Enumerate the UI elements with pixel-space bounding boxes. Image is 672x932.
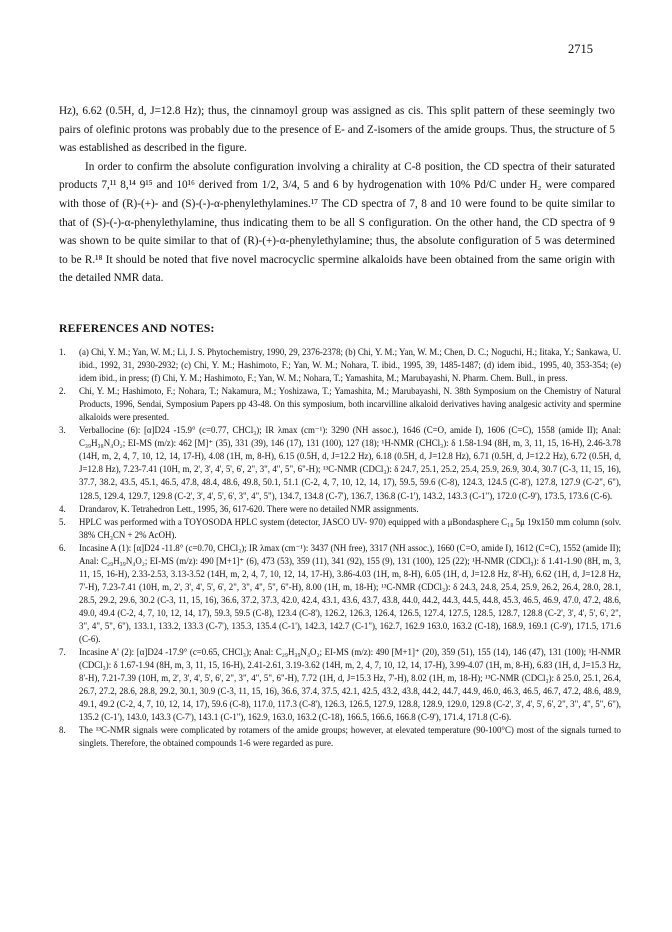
- reference-text: Incasine A (1): [α]D24 -11.8° (c=0.70, CHCl₃); IR λmax (cm⁻¹): 3437 (NH free), 3317 (NH assoc.), 1660 (C=O, amide I), 1612 (C=C), 1552 (amide II); Anal: C₂₉H₃₉N₄O₂; EI-MS (m/z): 490 [M+1]⁺ (6), 473 (53), 359 (11), 341 (92), 155 (9), 131 (100), 125 (22); ¹H-NMR (CDCl₃): δ 1.41-1.90 (8H, m, 3, 11, 15, 16-H), 2.33-2.53, 3.13-3.52 (14H, m, 2, 4, 7, 10, 12, 14, 17-H), 3.86-4.03 (1H, m, 8-H), 6.05 (1H, d, J=12.8 Hz, 8'-H), 6.62 (1H, d, J=12.8 Hz, 7'-H), 7.23-7.41 (10H, m, 2', 3', 4', 5', 6', 2", 3", 4", 5", 6"-H), 8.00 (1H, m, 18-H); ¹³C-NMR (CDCl₃): δ 24.3, 24.8, 25.4, 25.9, 26.2, 26.4, 28.0, 28.1, 28.5, 29.2, 29.6, 30.2 (C-3, 11, 15, 16), 36.6, 37.2, 37.3, 42.0, 42.4, 43.1, 43.6, 43.7, 43.8, 44.0, 44.2, 44.3, 44.5, 44.8, 45.3, 46.5, 46.9, 47.0, 47.2, 48.6, 49.0, 49.4 (C-2, 4, 7, 10, 12, 14, 17), 59.3, 59.5 (C-8), 123.4 (C-8'), 126.2, 126.3, 126.4, 126.5, 127.4, 127.5, 128.5, 128.7, 128.8 (C-2', 3', 4', 5', 6', 2", 3", 4", 5", 6"), 133.1, 133.2, 133.3 (C-7'), 135.3, 135.4 (C-1'), 142.3, 142.7 (C-1"), 162.7, 162.9 163.0, 163.2 (C-18), 168.9, 169.1 (C-9'), 171.5, 171.6 (C-6).: [79, 542, 621, 645]
- body-paragraph: Hz), 6.62 (0.5H, d, J=12.8 Hz); thus, the cinnamoyl group was assigned as cis. This split pattern of these seemingly two pairs of olefinic protons was probably due to the presence of E- and Z-isomers of the amide groups. Thus, the structure of 5 was established as described in the figure.: [59, 105, 615, 155]
- reference-text: (a) Chi, Y. M.; Yan, W. M.; Li, J. S. Phytochemistry, 1990, 29, 2376-2378; (b) Chi, Y. M.; Yan, W. M.; Chen, D. C.; Noguchi, H.; Iitaka, Y.; Sankawa, U. ibid., 1992, 31, 2930-2932; (c) Chi, Y. M.; Hashimoto, F.; Yan, W. M.; Nohara, T. ibid., 1995, 39, 1485-1487; (d) idem ibid., 1995, 40, 353-354; (e) idem ibid., in press; (f) Chi, Y. M.; Hashimoto, F.; Yan, W. M.; Nohara, T.; Yamashita, M.; Marubayashi, N. Pharm. Chem. Bull., in press.: [79, 347, 621, 384]
- references-list: [59, 346, 621, 750]
- reference-number: 3.: [59, 425, 66, 436]
- reference-item: [59, 385, 621, 424]
- references-heading: REFERENCES AND NOTES:: [59, 322, 215, 335]
- reference-text: Drandarov, K. Tetrahedron Lett., 1995, 36, 617-620. There were no detailed NMR assignments.: [79, 503, 419, 514]
- page-number: 2715: [568, 42, 593, 56]
- body-text: [59, 102, 615, 288]
- reference-text: HPLC was performed with a TOYOSODA HPLC system (detector, JASCO UV- 970) equipped with a μBondasphere C₁₈ 5μ 19x150 mm column (solv. 38% CH₃CN + 2% AcOH).: [79, 516, 621, 540]
- reference-item: [59, 724, 621, 750]
- reference-item: [59, 542, 621, 646]
- reference-text: The ¹³C-NMR signals were complicated by rotamers of the amide groups; however, at elevated temperature (90-100°C) most of the signals turned to singlets. Therefore, the obtained compounds 1-6 were regarded as pure.: [79, 725, 621, 749]
- body-paragraph: In order to confirm the absolute configuration involving a chirality at C-8 position, the CD spectra of their saturated products 7,¹¹ 8,¹⁴ 9¹⁵ and 10¹⁶ derived from 1/2, 3/4, 5 and 6 by hydrogenation with 10% Pd/C under H₂ were compared with those of (R)-(+)- and (S)-(-)-α-phenylethylamines.¹⁷ The CD spectra of 7, 8 and 10 were found to be quite similar to that of (S)-(-)-α-phenylethylamine, thus indicating them to be all S configuration. On the other hand, the CD spectra of 9 was shown to be quite similar to that of (R)-(+)-α-phenylethylamine; thus, the absolute configuration of 5 was determined to be R.¹⁸ It should be noted that five novel macrocyclic spermine alkaloids have been obtained from the same origin with the detailed NMR data.: [59, 160, 615, 285]
- reference-number: 6.: [59, 542, 66, 553]
- reference-number: 7.: [59, 647, 66, 658]
- reference-text: Incasine A' (2): [α]D24 -17.9° (c=0.65, CHCl₃); Anal: C₂₉H₃₉N₄O₂; EI-MS (m/z): 490 [M+1]⁺ (20), 359 (51), 155 (14), 146 (47), 131 (100); ¹H-NMR (CDCl₃): δ 1.67-1.94 (8H, m, 3, 11, 15, 16-H), 2.41-2.61, 3.19-3.62 (14H, m, 2, 4, 7, 10, 12, 14, 17-H), 3.99-4.07 (1H, m, 8-H), 6.83 (1H, d, J=15.3 Hz, 8'-H), 7.21-7.39 (10H, m, 2', 3', 4', 5', 6', 2", 3", 4", 5", 6"-H), 7.72 (1H, d, J=15.3 Hz, 7'-H), 8.02 (1H, m, 18-H); ¹³C-NMR (CDCl₃): δ 25.0, 25.1, 26.4, 26.7, 27.2, 28.6, 28.8, 29.2, 30.1, 30.9 (C-3, 11, 15, 16), 36.6, 37.4, 37.5, 42.1, 42.5, 43.2, 43.8, 44.2, 44.7, 44.9, 46.0, 46.3, 46.5, 46.7, 47.2, 48.6, 48.9, 49.1, 49.2 (C-2, 4, 7, 10, 12, 14, 17), 59.6 (C-8), 117.0, 117.3 (C-8'), 126.3, 126.5, 127.9, 128.8, 128.9, 129.0, 129.8 (C-2', 3', 4', 5', 6', 2", 3", 4", 5", 6"), 135.2 (C-1'), 143.0, 143.3 (C-7'), 143.1 (C-1"), 162.9, 163.0, 163.2 (C-18), 166.5, 166.6, 166.8 (C-9'), 171.4, 171.8 (C-6).: [79, 647, 621, 723]
- reference-item: [59, 503, 621, 516]
- reference-number: 8.: [59, 725, 66, 736]
- reference-number: 1.: [59, 347, 66, 357]
- reference-number: 4.: [59, 503, 66, 514]
- reference-number: 5.: [59, 516, 66, 527]
- reference-text: Verballocine (6): [α]D24 -15.9° (c=0.77, CHCl₃); IR λmax (cm⁻¹): 3290 (NH assoc.), 1646 (C=O, amide I), 1606 (C=C), 1558 (amide II); Anal: C₃₉H₃₈N₄O₂; EI-MS (m/z): 462 [M]⁺ (35), 331 (39), 146 (17), 131 (100), 127 (18); ¹H-NMR (CHCl₃): δ 1.58-1.94 (8H, m, 3, 11, 15, 16-H), 2.46-3.78 (14H, m, 2, 4, 7, 10, 12, 14, 17-H), 4.08 (1H, m, 8-H), 6.15 (0.5H, d, J=12.2 Hz), 6.18 (0.5H, d, J=12.8 Hz), 6.71 (0.5H, d, J=12.2 Hz), 6.72 (0.5H, d, J=12.8 Hz), 7.23-7.41 (10H, m, 2', 3', 4', 5', 6', 2", 3", 4", 5", 6"-H); ¹³C-NMR (CDCl₃): δ 24.7, 25.1, 25.2, 25.4, 25.9, 26.9, 30.4, 30.7 (C-3, 11, 15, 16), 37.7, 38.2, 43.5, 45.1, 46.5, 47.8, 48.4, 48.6, 49.8, 50.1, 51.1 (C-2, 4, 7, 10, 12, 14, 17), 59.5, 59.6 (C-8), 124.3, 124.5 (C-8'), 127.8, 127.9 (C-2", 6"), 128.5, 129.4, 129.7, 129.8 (C-2', 3', 4', 5', 6', 3", 4", 5"), 134.7, 134.8 (C-7'), 136.7, 136.8 (C-1'), 143.2, 143.3 (C-1"), 172.0 (C-9'), 173.5, 173.6 (C-6).: [79, 425, 621, 501]
- reference-number: 2.: [59, 386, 66, 397]
- reference-item: [59, 516, 621, 542]
- reference-item: [59, 424, 621, 502]
- reference-item: [59, 646, 621, 724]
- reference-text: Chi, Y. M.; Hashimoto, F.; Nohara, T.; Nakamura, M.; Yoshizawa, T.; Yamashita, M.; Marubayashi, N. 38th Symposium on the Chemistry of Natural Products, 1996, Sendai, Symposium Papers pp 43-48. On this symposium, both incarvilline alkaloid derivatives having analgesic activity and spermine alkaloids were presented.: [79, 386, 621, 423]
- reference-item: [59, 346, 621, 385]
